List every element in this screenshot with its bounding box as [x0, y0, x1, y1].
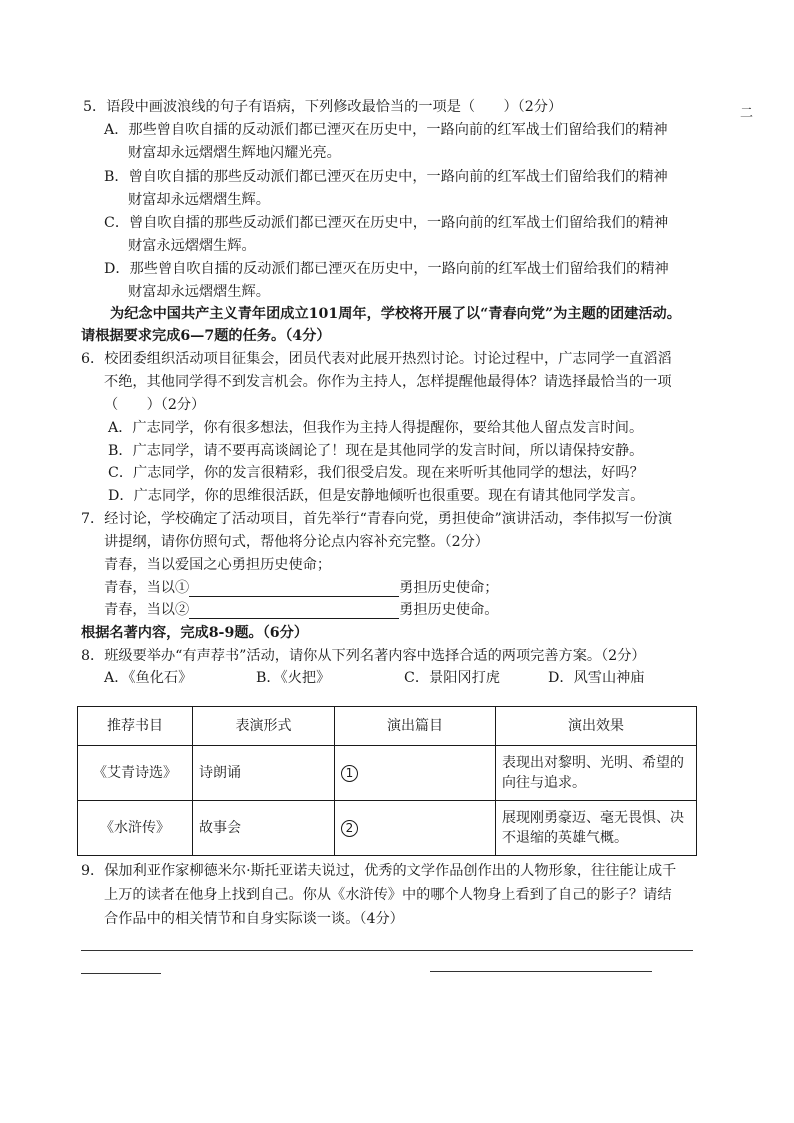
header-piece: 演出篇目: [335, 707, 496, 746]
q8-option-b: B．《火把》: [256, 670, 331, 686]
row2-book: 《水浒传》: [78, 801, 193, 856]
q8-option-c: C．景阳冈打虎: [404, 670, 500, 686]
q9-stem-line3: 合作品中的相关情节和自身实际谈一谈。（4分）: [104, 911, 404, 927]
q5-option-c-line1: C．曾自吹自擂的那些反动派们都已湮灭在历史中，一路向前的红军战士们留给我们的精神: [104, 215, 669, 231]
row1-effect: 表现出对黎明、光明、希望的向往与追求。: [496, 746, 697, 801]
q5-option-d-line2: 财富却永远熠熠生辉。: [128, 284, 270, 300]
row2-piece-cell[interactable]: [335, 801, 496, 856]
row1-book: 《艾青诗选》: [78, 746, 193, 801]
q7-stem-line1: 7．经讨论，学校确定了活动项目，首先举行“青春向党，勇担使命”演讲活动，李伟拟写一份演: [81, 511, 673, 527]
row2-number-badge: 2: [341, 820, 358, 837]
q7-stem-line2: 讲提纲，请你仿照句式，帮他将分论点内容补充完整。（2分）: [104, 534, 489, 550]
q6-stem-line1: 6．校团委组织活动项目征集会，团员代表对此展开热烈讨论。讨论过程中，广志同学一直滔滔: [81, 351, 672, 367]
q9-answer-line-2[interactable]: [81, 973, 161, 974]
q5-option-b-line1: B．曾自吹自擂的那些反动派们都已湮灭在历史中，一路向前的红军战士们留给我们的精神: [104, 169, 668, 185]
q6-option-a: A．广志同学，你有很多想法，但我作为主持人得提醒你，要给其他人留点发言时间。: [108, 420, 644, 436]
q7-fill-2-suffix: 勇担历史使命。: [399, 602, 499, 618]
table-row: [78, 801, 697, 856]
q9-answer-line-1[interactable]: [81, 950, 693, 951]
q9-stem-line1: 9．保加利亚作家柳德米尔·斯托亚诺夫说过，优秀的文学作品创作出的人物形象，往往能让成千: [81, 863, 677, 879]
intro-6-7-line2: 请根据要求完成6—7题的任务。（4分）: [81, 328, 331, 344]
q6-stem-line3: （ ）（2分）: [104, 397, 206, 413]
row1-piece-cell[interactable]: [335, 746, 496, 801]
q7-fill-1: [104, 579, 498, 597]
header-form: 表演形式: [193, 707, 335, 746]
q5-option-d-line1: D．那些曾自吹自擂的反动派们都已湮灭在历史中，一路向前的红军战士们留给我们的精神: [104, 261, 669, 277]
q7-answer-blank-1[interactable]: [189, 580, 399, 597]
table-row: [78, 746, 697, 801]
q5-option-a-line2: 财富却永远熠熠生辉地闪耀光亮。: [128, 145, 341, 161]
q6-stem-line2: 不绝，其他同学得不到发言机会。你作为主持人，怎样提醒他最得体？请选择最恰当的一项: [104, 374, 672, 390]
q7-fill-1-suffix: 勇担历史使命；: [399, 580, 499, 596]
q8-options: [104, 669, 645, 687]
q7-example: 青春，当以爱国之心勇担历史使命；: [104, 557, 332, 573]
q8-option-d: D．风雪山神庙: [548, 670, 645, 686]
row1-number-badge: 1: [341, 765, 358, 782]
q6-option-c: C．广志同学，你的发言很精彩，我们很受启发。现在来听听其他同学的想法，好吗？: [108, 465, 644, 481]
q9-stem-line2: 上万的读者在他身上找到自己。你从《水浒传》中的哪个人物身上看到了自己的影子？请结: [104, 887, 672, 903]
header-book: 推荐书目: [78, 707, 193, 746]
intro-6-7-line1: 为纪念中国共产主义青年团成立101周年，学校将开展了以“青春向党”为主题的团建活动。: [110, 306, 681, 322]
q5-option-c-line2: 财富永远熠熠生辉。: [128, 238, 256, 254]
q5-option-b-line2: 财富却永远熠熠生辉。: [128, 192, 270, 208]
row2-form: 故事会: [193, 801, 335, 856]
q8-option-a: A．《鱼化石》: [104, 670, 193, 686]
intro-8-9: 根据名著内容，完成8-9题。（6分）: [81, 625, 309, 641]
q6-option-d: D．广志同学，你的思维很活跃，但是安静地倾听也很重要。现在有请其他同学发言。: [108, 488, 645, 504]
q7-fill-2-prefix: 青春，当以②: [104, 602, 190, 618]
q7-fill-2: [104, 601, 498, 619]
q7-answer-blank-2[interactable]: [189, 602, 399, 619]
table-header-row: [78, 707, 697, 746]
header-effect: 演出效果: [496, 707, 697, 746]
q6-option-b: B．广志同学，请不要再高谈阔论了！现在是其他同学的发言时间，所以请保持安静。: [108, 443, 644, 459]
row1-form: 诗朗诵: [193, 746, 335, 801]
margin-mark: 二: [740, 106, 754, 121]
q5-stem: 5．语段中画波浪线的句子有语病，下列修改最恰当的一项是（ ）（2分）: [83, 99, 563, 115]
q9-answer-line-3[interactable]: [430, 971, 652, 972]
row2-effect: 展现刚勇豪迈、毫无畏惧、决不退缩的英雄气概。: [496, 801, 697, 856]
q7-fill-1-prefix: 青春，当以①: [104, 580, 190, 596]
q8-stem: 8．班级要举办“有声荐书”活动，请你从下列名著内容中选择合适的两项完善方案。（2分）: [81, 648, 646, 664]
recommendation-table: [77, 706, 697, 856]
q5-option-a-line1: A．那些曾自吹自擂的反动派们都已湮灭在历史中，一路向前的红军战士们留给我们的精神: [104, 122, 668, 138]
